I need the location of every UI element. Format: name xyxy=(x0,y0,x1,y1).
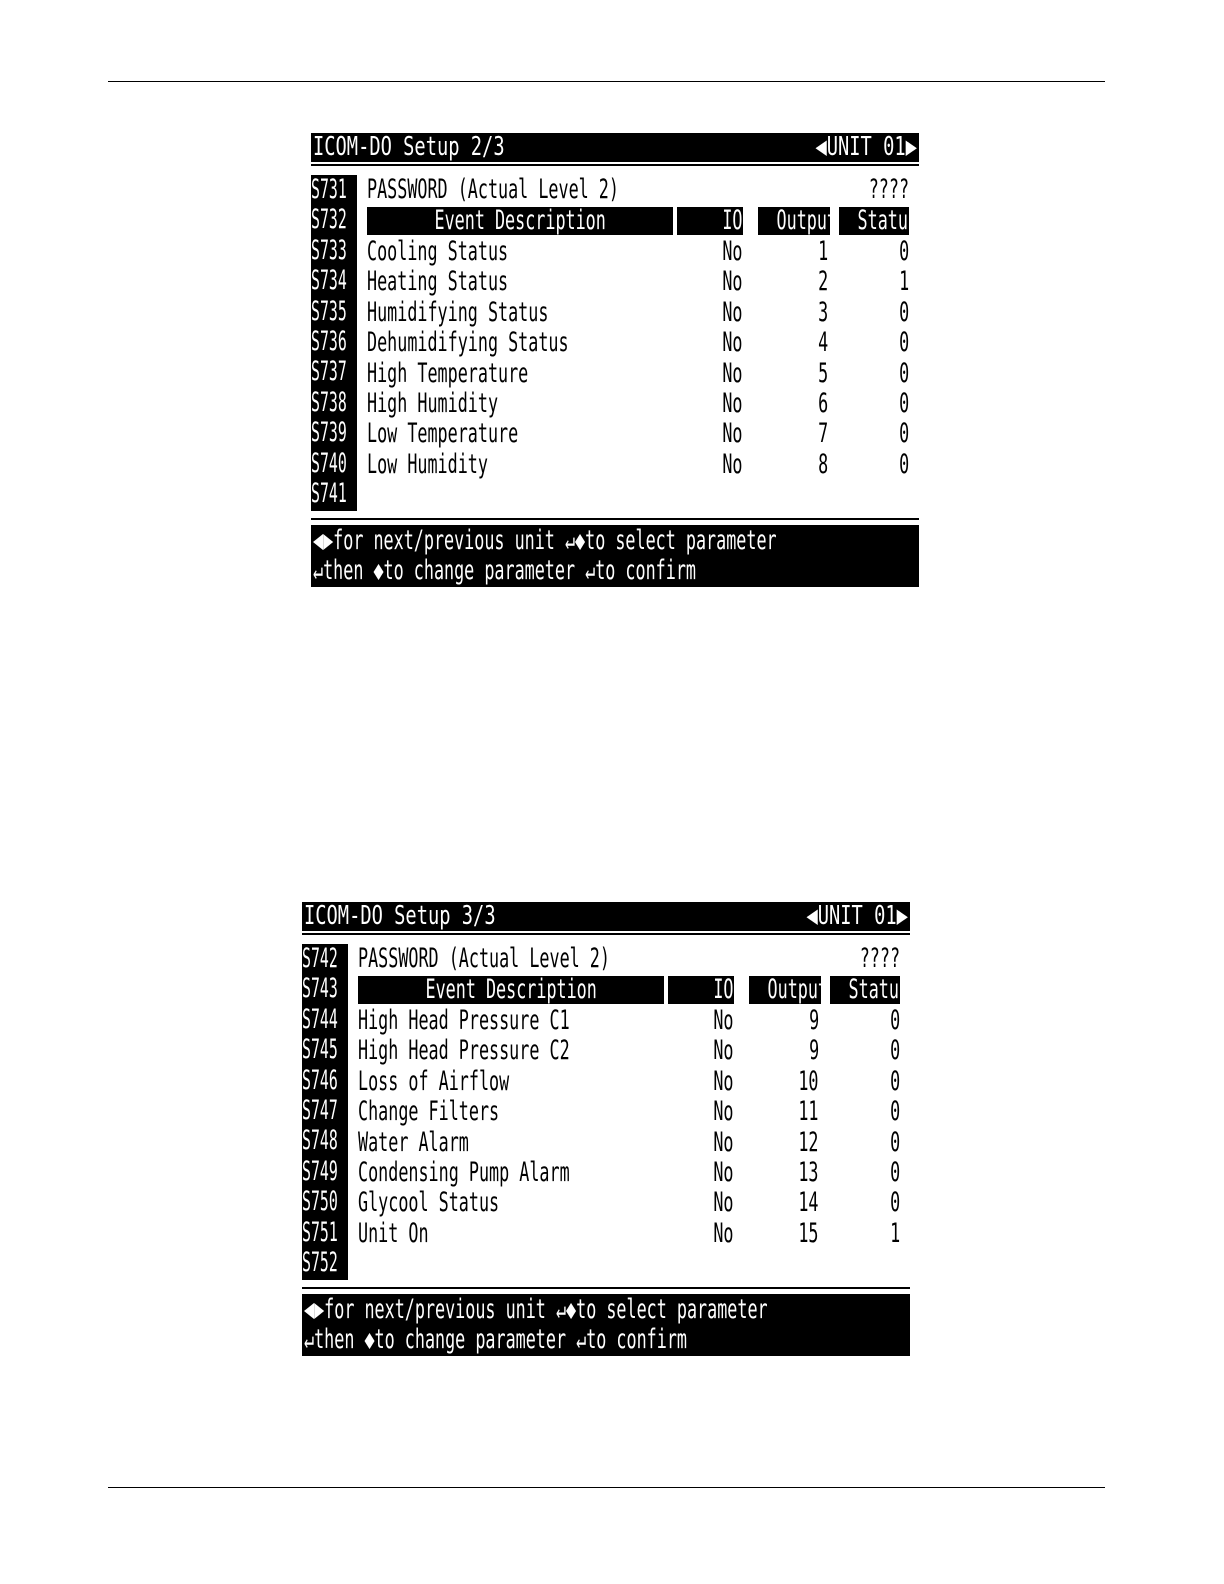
help-footer xyxy=(311,525,919,587)
parameter-code[interactable]: S752 xyxy=(302,1247,338,1278)
help-footer xyxy=(302,1294,910,1356)
parameter-code[interactable]: S747 xyxy=(302,1095,338,1126)
icom-setup-screen-2 xyxy=(311,133,919,587)
status-cell: 0 xyxy=(898,296,909,328)
parameter-code[interactable]: S735 xyxy=(311,295,347,327)
status-cell: 0 xyxy=(898,448,909,480)
parameter-code[interactable]: S743 xyxy=(302,973,338,1005)
io-cell: No xyxy=(713,1035,734,1067)
parameter-code[interactable]: S742 xyxy=(302,943,338,974)
output-cell: 10 xyxy=(798,1065,819,1097)
bottom-page-rule xyxy=(108,1487,1105,1488)
output-cell: 6 xyxy=(817,388,828,419)
event-description-cell: High Humidity xyxy=(367,388,499,419)
io-cell: No xyxy=(722,266,743,298)
output-cell: 8 xyxy=(817,448,828,480)
output-cell: 15 xyxy=(798,1217,819,1249)
io-cell: No xyxy=(713,1096,734,1128)
help-line-2: ↵then ◆to change parameter ↵to confirm xyxy=(313,555,696,586)
io-cell: No xyxy=(722,357,743,389)
event-description-cell: Condensing Pump Alarm xyxy=(358,1157,570,1188)
output-header: Output xyxy=(749,976,821,1004)
password-label: PASSWORD (Actual Level 2) xyxy=(367,174,619,205)
parameter-code[interactable]: S733 xyxy=(311,234,347,266)
io-cell: No xyxy=(722,236,743,267)
status-cell: 0 xyxy=(898,327,909,359)
io-cell: No xyxy=(722,296,743,328)
event-description-cell: Loss of Airflow xyxy=(358,1065,510,1097)
event-description-cell: Dehumidifying Status xyxy=(367,327,569,359)
output-cell: 3 xyxy=(817,296,828,328)
parameter-code-column xyxy=(311,175,357,511)
io-cell: No xyxy=(722,388,743,419)
io-header: IO xyxy=(677,207,743,235)
parameter-code-column xyxy=(302,944,348,1280)
event-description-header: Event Description xyxy=(358,976,664,1004)
status-cell: 0 xyxy=(889,1096,900,1128)
output-cell: 14 xyxy=(798,1187,819,1219)
parameter-code[interactable]: S740 xyxy=(311,447,347,479)
output-cell: 9 xyxy=(808,1035,819,1067)
help-line-1: ◀▶for next/previous unit ↵◆to select parameter xyxy=(313,525,777,556)
io-cell: No xyxy=(713,1126,734,1158)
output-cell: 11 xyxy=(798,1096,819,1128)
io-cell: No xyxy=(713,1157,734,1188)
io-cell: No xyxy=(713,1217,734,1249)
output-cell: 7 xyxy=(817,418,828,450)
status-cell: 0 xyxy=(889,1005,900,1036)
io-header: IO xyxy=(668,976,734,1004)
output-cell: 5 xyxy=(817,357,828,389)
status-cell: 0 xyxy=(889,1035,900,1067)
status-cell: 0 xyxy=(898,418,909,450)
parameter-code[interactable]: S749 xyxy=(302,1155,338,1187)
output-cell: 9 xyxy=(808,1005,819,1036)
status-cell: 1 xyxy=(889,1217,900,1249)
parameter-code[interactable]: S737 xyxy=(311,356,347,388)
password-field[interactable]: ???? xyxy=(859,943,900,974)
password-label: PASSWORD (Actual Level 2) xyxy=(358,943,610,974)
event-description-cell: Change Filters xyxy=(358,1096,500,1128)
status-header: Status xyxy=(839,207,909,235)
io-cell: No xyxy=(722,448,743,480)
status-cell: 0 xyxy=(889,1126,900,1158)
status-cell: 0 xyxy=(898,388,909,419)
title-divider xyxy=(311,164,919,166)
top-page-rule xyxy=(108,81,1105,82)
parameter-code[interactable]: S739 xyxy=(311,417,347,449)
parameter-code[interactable]: S738 xyxy=(311,386,347,418)
event-description-cell: Unit On xyxy=(358,1217,429,1249)
output-header: Output xyxy=(758,207,830,235)
output-cell: 4 xyxy=(817,327,828,359)
event-description-cell: Cooling Status xyxy=(367,236,509,267)
parameter-code[interactable]: S751 xyxy=(302,1216,338,1248)
event-description-cell: High Temperature xyxy=(367,357,529,389)
io-cell: No xyxy=(713,1187,734,1219)
parameter-code[interactable]: S731 xyxy=(311,174,347,205)
screen-title: ICOM-DO Setup 2/3 xyxy=(313,132,505,162)
password-field[interactable]: ???? xyxy=(868,174,909,205)
parameter-code[interactable]: S748 xyxy=(302,1125,338,1157)
unit-selector[interactable]: ◀UNIT 01▶ xyxy=(815,132,917,162)
status-cell: 0 xyxy=(889,1157,900,1188)
screen-title: ICOM-DO Setup 3/3 xyxy=(304,901,496,931)
event-description-header: Event Description xyxy=(367,207,673,235)
parameter-code[interactable]: S732 xyxy=(311,204,347,236)
event-description-cell: High Head Pressure C2 xyxy=(358,1035,570,1067)
footer-divider xyxy=(311,518,919,520)
event-description-cell: Low Humidity xyxy=(367,448,488,480)
status-header: Status xyxy=(830,976,900,1004)
parameter-code[interactable]: S744 xyxy=(302,1003,338,1035)
screen-title-bar xyxy=(302,902,910,931)
status-cell: 0 xyxy=(889,1187,900,1219)
status-cell: 0 xyxy=(889,1065,900,1097)
io-cell: No xyxy=(722,327,743,359)
event-description-cell: Low Temperature xyxy=(367,418,519,450)
event-description-cell: Humidifying Status xyxy=(367,296,549,328)
screen-title-bar xyxy=(311,133,919,162)
output-cell: 12 xyxy=(798,1126,819,1158)
status-cell: 0 xyxy=(898,357,909,389)
help-line-2: ↵then ◆to change parameter ↵to confirm xyxy=(304,1324,687,1355)
parameter-code[interactable]: S746 xyxy=(302,1064,338,1096)
io-cell: No xyxy=(713,1065,734,1097)
event-description-cell: High Head Pressure C1 xyxy=(358,1005,570,1036)
status-cell: 1 xyxy=(898,266,909,298)
output-cell: 13 xyxy=(798,1157,819,1188)
io-cell: No xyxy=(713,1005,734,1036)
title-divider xyxy=(302,933,910,935)
parameter-code[interactable]: S736 xyxy=(311,326,347,357)
icom-setup-screen-3 xyxy=(302,902,910,1356)
parameter-code[interactable]: S734 xyxy=(311,265,347,297)
unit-selector[interactable]: ◀UNIT 01▶ xyxy=(806,901,908,931)
status-cell: 0 xyxy=(898,236,909,267)
event-description-cell: Glycool Status xyxy=(358,1187,500,1219)
help-line-1: ◀▶for next/previous unit ↵◆to select parameter xyxy=(304,1294,768,1325)
parameter-code[interactable]: S745 xyxy=(302,1034,338,1066)
io-cell: No xyxy=(722,418,743,450)
parameter-code[interactable]: S750 xyxy=(302,1186,338,1218)
event-description-cell: Heating Status xyxy=(367,266,509,298)
parameter-code[interactable]: S741 xyxy=(311,478,347,509)
footer-divider xyxy=(302,1287,910,1289)
event-description-cell: Water Alarm xyxy=(358,1126,469,1158)
output-cell: 1 xyxy=(817,236,828,267)
output-cell: 2 xyxy=(817,266,828,298)
